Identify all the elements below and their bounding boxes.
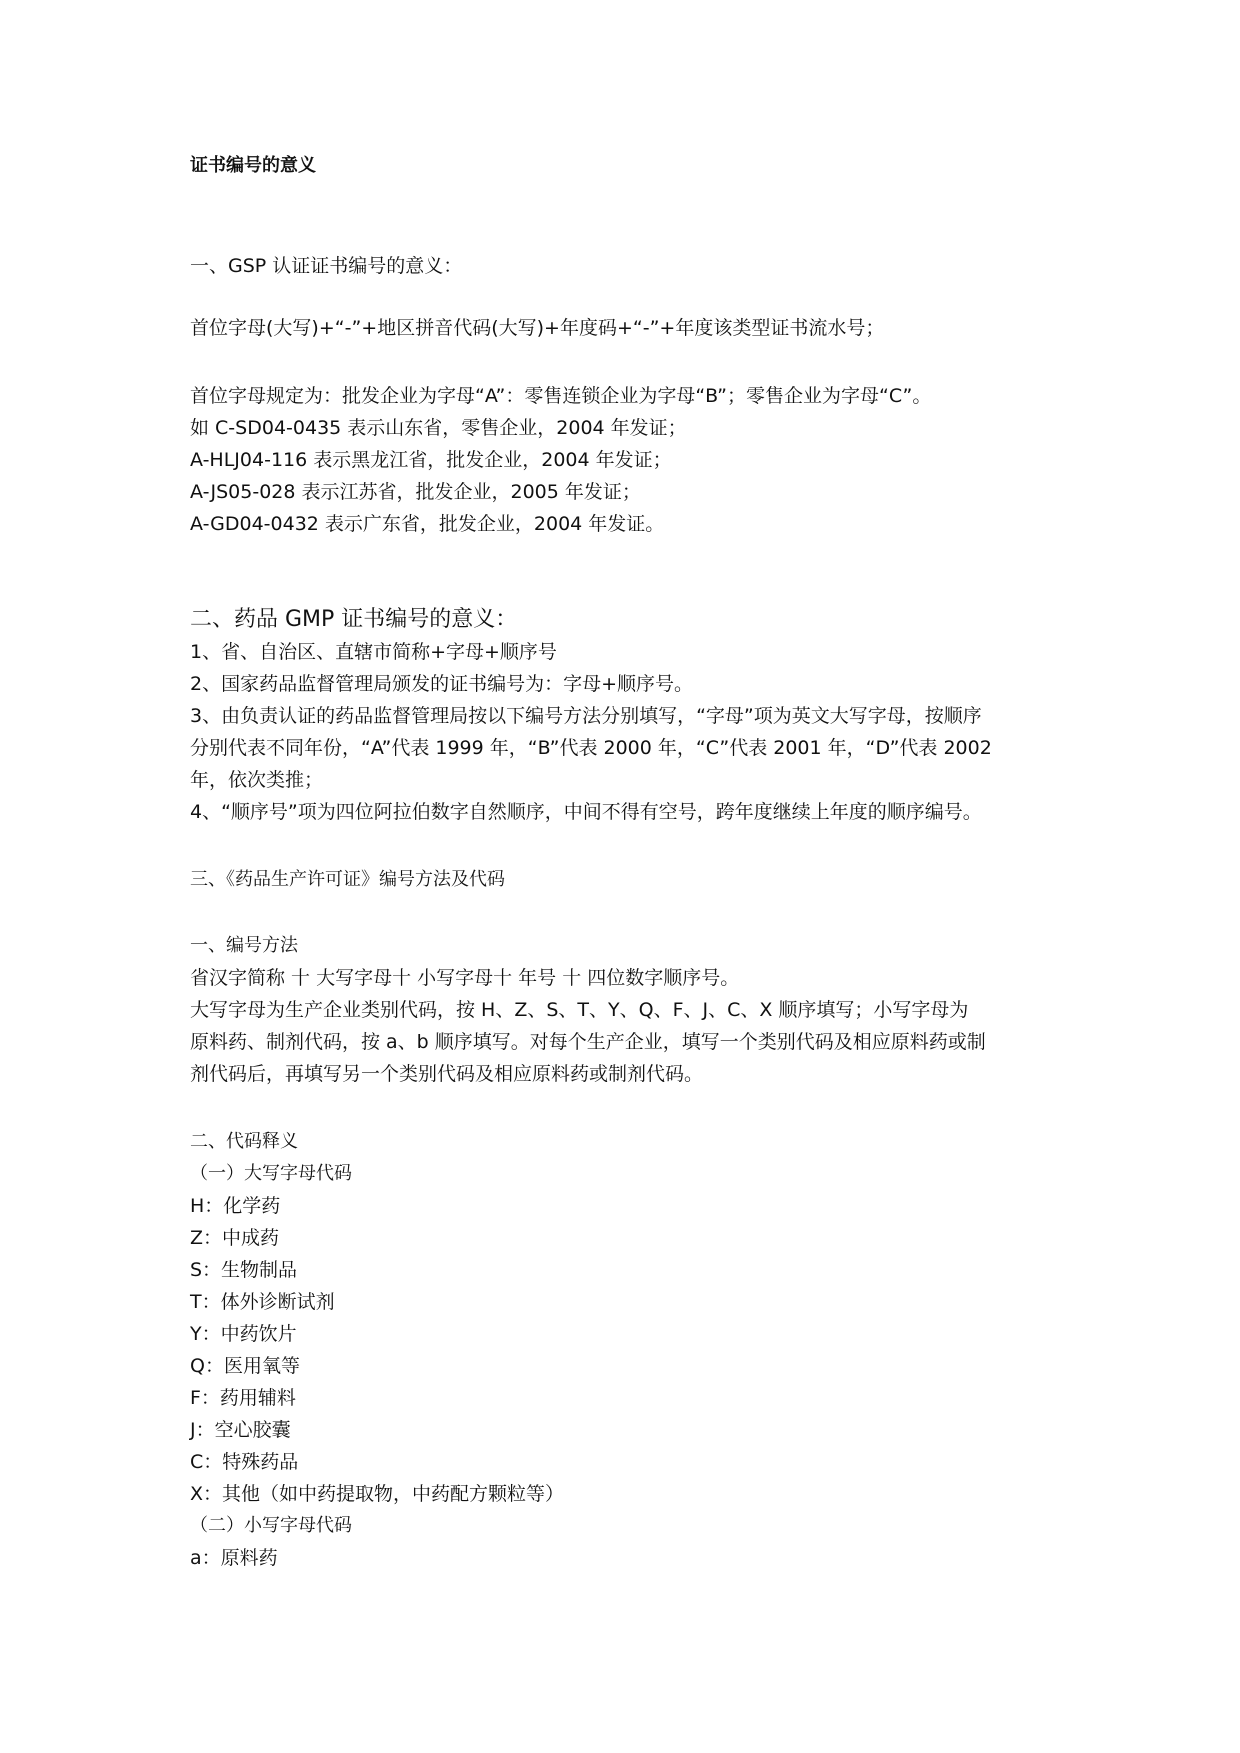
codes-heading: 二、代码释义 [190, 1131, 298, 1152]
gmp-item: 1、省、自治区、直辖市简称+字母+顺序号 [190, 641, 557, 663]
method-line: 原料药、制剂代码，按 a、b 顺序填写。对每个生产企业，填写一个类别代码及相应原料药或制 [190, 1031, 986, 1053]
gsp-example: A-JS05-028 表示江苏省，批发企业，2005 年发证； [190, 481, 641, 503]
upper-code-item: X：其他（如中药提取物，中药配方颗粒等） [190, 1483, 565, 1505]
gsp-example: A-GD04-0432 表示广东省，批发企业，2004 年发证。 [190, 513, 665, 535]
method-heading: 一、编号方法 [190, 935, 298, 956]
method-line: 剂代码后，再填写另一个类别代码及相应原料药或制剂代码。 [190, 1063, 704, 1085]
gsp-heading: 一、GSP 认证证书编号的意义： [190, 255, 463, 277]
upper-code-item: H：化学药 [190, 1195, 281, 1217]
upper-code-item: C：特殊药品 [190, 1451, 299, 1473]
upper-code-item: Z：中成药 [190, 1227, 280, 1249]
gsp-rule: 首位字母规定为：批发企业为字母“A”：零售连锁企业为字母“B”；零售企业为字母“C”。 [190, 385, 932, 407]
upper-code-item: J：空心胶囊 [190, 1419, 291, 1441]
upper-code-item: Q：医用氧等 [190, 1355, 300, 1377]
gsp-example: A-HLJ04-116 表示黑龙江省，批发企业，2004 年发证； [190, 449, 672, 471]
license-heading: 三、《药品生产许可证》编号方法及代码 [190, 869, 505, 890]
gmp-item: 2、国家药品监督管理局颁发的证书编号为：字母+顺序号。 [190, 673, 694, 695]
gmp-item: 年，依次类推； [190, 769, 324, 791]
gmp-item: 4、“顺序号”项为四位阿拉伯数字自然顺序，中间不得有空号，跨年度继续上年度的顺序编号。 [190, 801, 982, 823]
gmp-item: 分别代表不同年份，“A”代表 1999 年，“B”代表 2000 年，“C”代表 2001 年，“D”代表 2002 [190, 737, 992, 759]
upper-code-item: T：体外诊断试剂 [190, 1291, 335, 1313]
upper-code-item: Y：中药饮片 [190, 1323, 297, 1345]
gsp-example: 如 C-SD04-0435 表示山东省，零售企业，2004 年发证； [190, 417, 687, 439]
method-line: 省汉字简称 十 大写字母十 小写字母十 年号 十 四位数字顺序号。 [190, 967, 740, 989]
gmp-heading: 二、药品 GMP 证书编号的意义： [190, 607, 518, 632]
document-page [190, 0, 1070, 1753]
upper-code-item: F：药用辅料 [190, 1387, 296, 1409]
lower-code-item: a：原料药 [190, 1547, 278, 1569]
upper-codes-heading: （一）大写字母代码 [190, 1163, 352, 1184]
lower-codes-heading: （二）小写字母代码 [190, 1515, 352, 1536]
upper-code-item: S：生物制品 [190, 1259, 298, 1281]
method-line: 大写字母为生产企业类别代码，按 H、Z、S、T、Y、Q、F、J、C、X 顺序填写；小写字母为 [190, 999, 969, 1021]
gmp-item: 3、由负责认证的药品监督管理局按以下编号方法分别填写，“字母”项为英文大写字母，按顺序 [190, 705, 982, 727]
gsp-formula: 首位字母(大写)+“-”+地区拼音代码(大写)+年度码+“-”+年度该类型证书流水号； [190, 317, 885, 339]
document-title: 证书编号的意义 [190, 155, 316, 176]
